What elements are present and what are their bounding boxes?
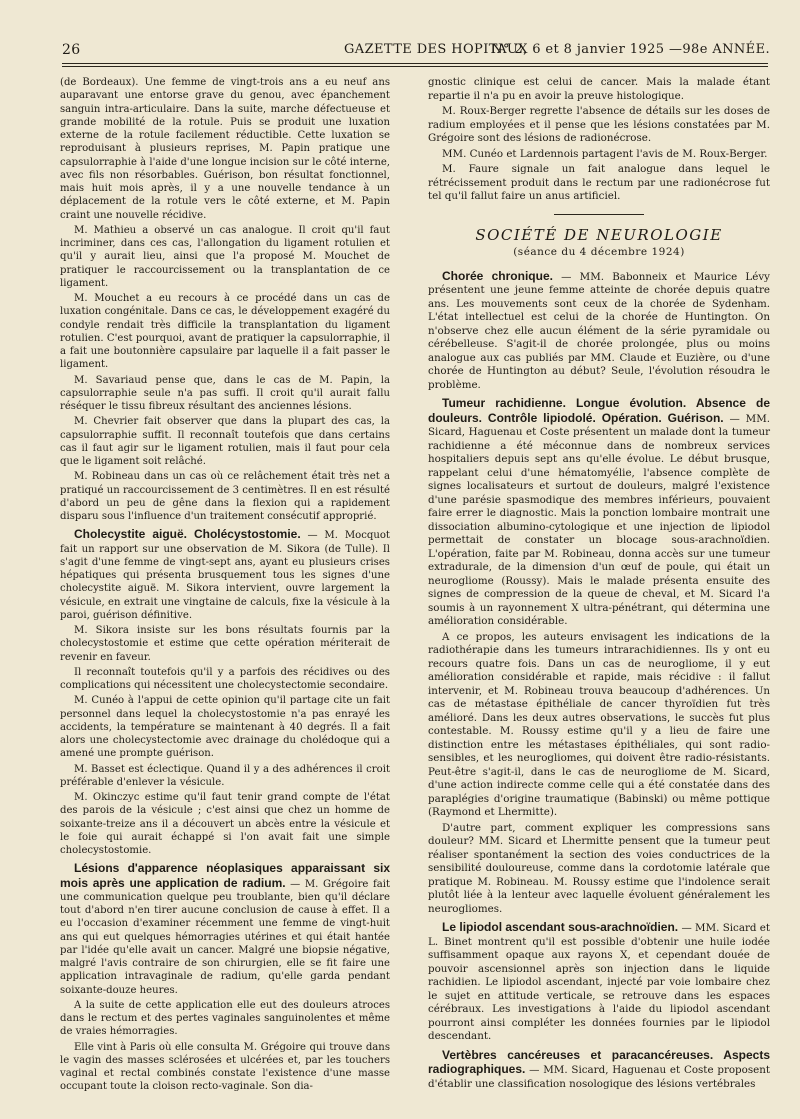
issue-info: N° 2, 6 et 8 janvier 1925 —98e ANNÉE. <box>491 42 770 57</box>
paragraph <box>60 694 390 760</box>
paragraph <box>60 374 390 414</box>
right-column <box>428 76 770 1093</box>
society-title: SOCIÉTÉ DE NEUROLOGIE <box>475 225 723 244</box>
section-heading: Chorée chronique. <box>442 268 553 283</box>
paragraph <box>60 292 390 372</box>
paragraph-text: M. Robineau dans un cas où ce relâchement était très net a pratiqué un raccourcissement de 3 centimètres. Il en est résulté d'abord un peu de gêne dans la flexion qui a rapidement disparu sous l'influence d'un traitement consécutif approprié. <box>60 471 390 522</box>
paragraph <box>60 791 390 857</box>
paragraph-text: — MM. Sicard, Haguenau et Coste proposent d'établir une classification nosologique des lésions vertébrales <box>428 1064 770 1090</box>
section-heading: Cholecystite aiguë. Cholécystostomie. <box>74 527 301 542</box>
paragraph-text: M. Mouchet a eu recours à ce procédé dans un cas de luxation congénitale. Dans ce cas, le développement exagéré du condyle rendait très difficile la transplantation du ligament rotulien. C'est pourquoi, avant de pratiquer la capsulorraphie, il a fait une boutonnière capsulaire par laquelle il a fait passer le ligament. <box>60 293 390 371</box>
paragraph <box>428 76 770 103</box>
paragraph <box>428 397 770 629</box>
right-column-continuation <box>428 76 770 204</box>
paragraph <box>60 76 390 222</box>
paragraph <box>60 666 390 693</box>
paragraph <box>60 224 390 290</box>
paragraph <box>428 822 770 917</box>
section-heading: Lésions d'apparence néoplasiques apparaissant six mois après une application de radium. <box>60 861 390 890</box>
paragraph <box>428 631 770 820</box>
page-header <box>52 42 770 62</box>
paragraph-text: M. Okinczyc estime qu'il faut tenir grand compte de l'état des parois de la vésicule ; c'est ainsi que chez un homme de soixante-treize ans il a découvert un abcès entre la vésicule et le foie qui aurait échappé si l'on avait fait une simple cholecystostomie. <box>60 792 390 856</box>
section-heading: Le lipiodol ascendant sous-arachnoïdien. <box>442 920 679 934</box>
paragraph <box>60 470 390 523</box>
paragraph-text: MM. Cunéo et Lardennois partagent l'avis de M. Roux-Berger. <box>442 147 768 160</box>
paragraph-text: M. Cunéo à l'appui de cette opinion qu'il partage cite un fait personnel dans lequel la cholecystostomie n'a pas enrayé les accidents, la température se maintenant à 40 degrés. Il a fait alors une cholecystectomie avec drainage du cholédoque qui a amené une prompte guérison. <box>60 695 390 760</box>
paragraph <box>428 105 770 146</box>
paragraph-text: M. Mathieu a observé un cas analogue. Il croit qu'il faut incriminer, dans ces cas, l'allongation du ligament rotulien et qu'il y aurait lieu, ainsi que l'a proposé M. Mouchet de pratiquer le raccourcissement ou la transplantation de ce ligament. <box>60 224 390 289</box>
paragraph-text: — MM. Babonneix et Maurice Lévy présentent une jeune femme atteinte de chorée depuis quatre ans. Les mouvements sont ceux de la chorée de Sydenham. L'état intellectuel est celui de la chorée de Huntington. On n'observe chez elle aucun élément de la série pyramidale ou cérébelleuse. S'agit-il de chorée prolongée, plus ou moins analogue aux cas publiés par MM. Claude et Euzière, ou d'une chorée de Huntington au début? Seule, l'évolution résoudra le problème. <box>428 270 771 391</box>
paragraph-text: D'autre part, comment expliquer les compressions sans douleur? MM. Sicard et Lhermitte pensent que la tumeur peut réaliser spontanément la section des voies conductrices de la sensibilité douloureuse, comme dans la cordotomie latérale que pratique M. Robineau. M. Roussy estime que l'indolence serait plutôt liée à la lenteur avec laquelle évoluent généralement les neurogliomes. <box>428 821 770 915</box>
paragraph-text: M. Savariaud pense que, dans le cas de M. Papin, la capsulorraphie seule n'a pas suffi. Il croit qu'il aurait fallu réséquer le tissu fibreux résultant des anciennes lésions. <box>60 374 390 412</box>
paragraph <box>60 999 390 1039</box>
journal-title: GAZETTE DES HOPITAUX <box>344 42 528 57</box>
paragraph-text: A la suite de cette application elle eut des douleurs atroces dans le rectum et des pertes vaginales sanguinolentes et même de vraies hémorragies. <box>60 999 390 1038</box>
section-heading: Tumeur rachidienne. Longue évolution. Absence de douleurs. Contrôle lipiodolé. Opération. Guérison. <box>428 396 770 425</box>
paragraph <box>428 270 770 393</box>
paragraph-text: M. Chevrier fait observer que dans la plupart des cas, la capsulorraphie suffit. Il reconnaît toutefois que dans certains cas il faut agir sur le ligament rotulien, mais il faut pour cela que le ligament soit relâché. <box>60 416 390 467</box>
paragraph-text: — M. Grégoire fait une communication quelque peu troublante, bien qu'il déclare tout d'abord n'en tirer aucune conclusion de cause à effet. Il a eu l'occasion d'examiner récemment une femme de vingt-huit ans qui eut quelques hémorragies utérines et qui était hantée par l'idée qu'elle avait un cancer. Malgré une biopsie négative, malgré l'avis contraire de son chirurgien, elle se fit faire une application intravaginale de radium, qu'elle garda pendant soixante-douze heures. <box>60 878 391 996</box>
paragraph-text: Elle vint à Paris où elle consulta M. Grégoire qui trouve dans le vagin des masses sclérosées et ulcérées et, par les touchers vaginal et rectal combinés constate l'existence d'une masse occupant toute la cloison recto-vaginale. Son dia- <box>60 1041 390 1093</box>
paragraph <box>428 148 770 162</box>
paragraph-text: gnostic clinique est celui de cancer. Mais la malade étant repartie il n'a pu en avoir la preuve histologique. <box>428 76 770 102</box>
paragraph <box>60 763 390 790</box>
section-heading: Vertèbres cancéreuses et paracancéreuses. Aspects radiographiques. <box>428 1047 770 1076</box>
paragraph-text: M. Faure signale un fait analogue dans lequel le rétrécissement produit dans le rectum par une radionécrose fut tel qu'il fallut faire un anus artificiel. <box>428 163 770 202</box>
page-number: 26 <box>62 42 81 58</box>
paragraph-text: — MM. Sicard, Haguenau et Coste présentent un malade dont la tumeur rachidienne a été méconnue dans de nombreux services hospitaliers depuis sept ans qu'elle évolue. Le début brusque, rappelant celui d'une hématomyélie, l'absence complète de signes localisateurs et surtout de douleurs, malgré l'existence d'une parésie spasmodique des membres inférieurs, pouvaient faire errer le diagnostic. Mais la ponction lombaire montrait une dissociation albumino-cytologique et une injection de lipiodol permettait de constater un blocage sous-arachnoïdien. L'opération, faite par M. Robineau, donna accès sur une tumeur extradurale, de la dimension d'un œuf de poule, qui était un neurogliome (Roussy). Mais le malade présenta ensuite des signes de compression de la queue de cheval, et M. Sicard l'a soumis à un rayonnement X ultra-pénétrant, qui détermina une amélioration considérable. <box>428 412 771 627</box>
paragraph-text: (de Bordeaux). Une femme de vingt-trois ans a eu neuf ans auparavant une entorse grave du genou, avec épanchement sanguin intra-articulaire. Dans la suite, marche défectueuse et grande mobilité de la rotule. Puis se produit une luxation externe de la rotule facilement réductible. Cette luxation se reproduisant à plusieurs reprises, M. Papin pratique une capsulorraphie à l'aide d'une longue incision sur le côté interne, avec fils non résorbables. Guérison, bon résultat fonctionnel, mais huit mois après, il y a une nouvelle tendance à un déplacement de la rotule vers le côté externe, et M. Papin craint une nouvelle récidive. <box>60 77 390 221</box>
section-divider <box>554 214 644 215</box>
paragraph <box>60 528 390 622</box>
society-report <box>428 270 770 1092</box>
paragraph-text: — MM. Sicard et L. Binet montrent qu'il est possible d'obtenir une huile iodée suffisamment opaque aux rayons X, et cependant douée de pouvoir ascensionnel après son injection dans le liquide rachidien. Le lipiodol ascendant, injecté par voie lombaire chez le sujet en attitude verticale, se retrouve dans les espaces cérébraux. Les investigations à l'aide du lipiodol ascendant pourront ainsi compléter les données fournies par le lipiodol descendant. <box>428 922 771 1042</box>
paragraph <box>60 862 390 997</box>
paragraph-text: M. Basset est éclectique. Quand il y a des adhérences il croit préférable d'enlever la vésicule. <box>60 763 390 788</box>
paragraph-text: — M. Mocquot fait un rapport sur une observation de M. Sikora (de Tulle). Il s'agit d'une femme de vingt-sept ans, ayant eu plusieurs crises hépatiques qui présenta brusquement tous les signes d'une cholecystite aiguë. M. Sikora intervient, ouvre largement la vésicule, en extrait une vingtaine de calculs, fixe la vésicule à la paroi, guérison définitive. <box>60 530 390 621</box>
header-rule-top <box>62 63 768 64</box>
society-heading <box>428 214 770 260</box>
paragraph-text: Il reconnaît toutefois qu'il y a parfois des récidives ou des complications qui nécessitent une cholecystectomie secondaire. <box>60 666 390 691</box>
header-rule-bottom <box>62 66 768 67</box>
paragraph <box>428 921 770 1044</box>
paragraph-text: A ce propos, les auteurs envisagent les indications de la radiothérapie dans les tumeurs intrarachidiennes. Ils y ont eu recours quatre fois. Dans un cas de neurogliome, il y eut amélioration considérable et rapide, mais récidive : il fallut intervenir, et M. Robineau trouva beaucoup d'adhérences. Un cas de métastase épithéliale de cancer thyroïdien fut très amélioré. Dans les deux autres observations, le succès fut plus contestable. M. Roussy estime qu'il y a lieu de faire une distinction entre les métastases épithéliales, qui sont radio-sensibles, et les neurogliomes, qui doivent être radio-résistants. Peut-être s'agit-il, dans le cas de neurogliome de M. Sicard, d'une action indirecte comme celle qui a été constatée dans des paraplégies d'origine traumatique (Babinski) ou même pottique (Raymond et Lhermitte). <box>428 630 770 818</box>
paragraph-text: M. Sikora insiste sur les bons résultats fournis par la cholecystostomie et estime que cette opération mériterait de revenir en faveur. <box>60 625 390 663</box>
paragraph <box>428 163 770 204</box>
paragraph <box>428 1049 770 1092</box>
paragraph-text: M. Roux-Berger regrette l'absence de détails sur les doses de radium employées et il pense que les lésions constatées par M. Grégoire sont des lésions de radionécrose. <box>428 105 770 144</box>
paragraph <box>60 624 390 664</box>
paragraph <box>60 1041 390 1094</box>
paragraph <box>60 415 390 468</box>
society-session-date: (séance du 4 décembre 1924) <box>513 246 685 258</box>
left-column <box>60 76 390 1096</box>
